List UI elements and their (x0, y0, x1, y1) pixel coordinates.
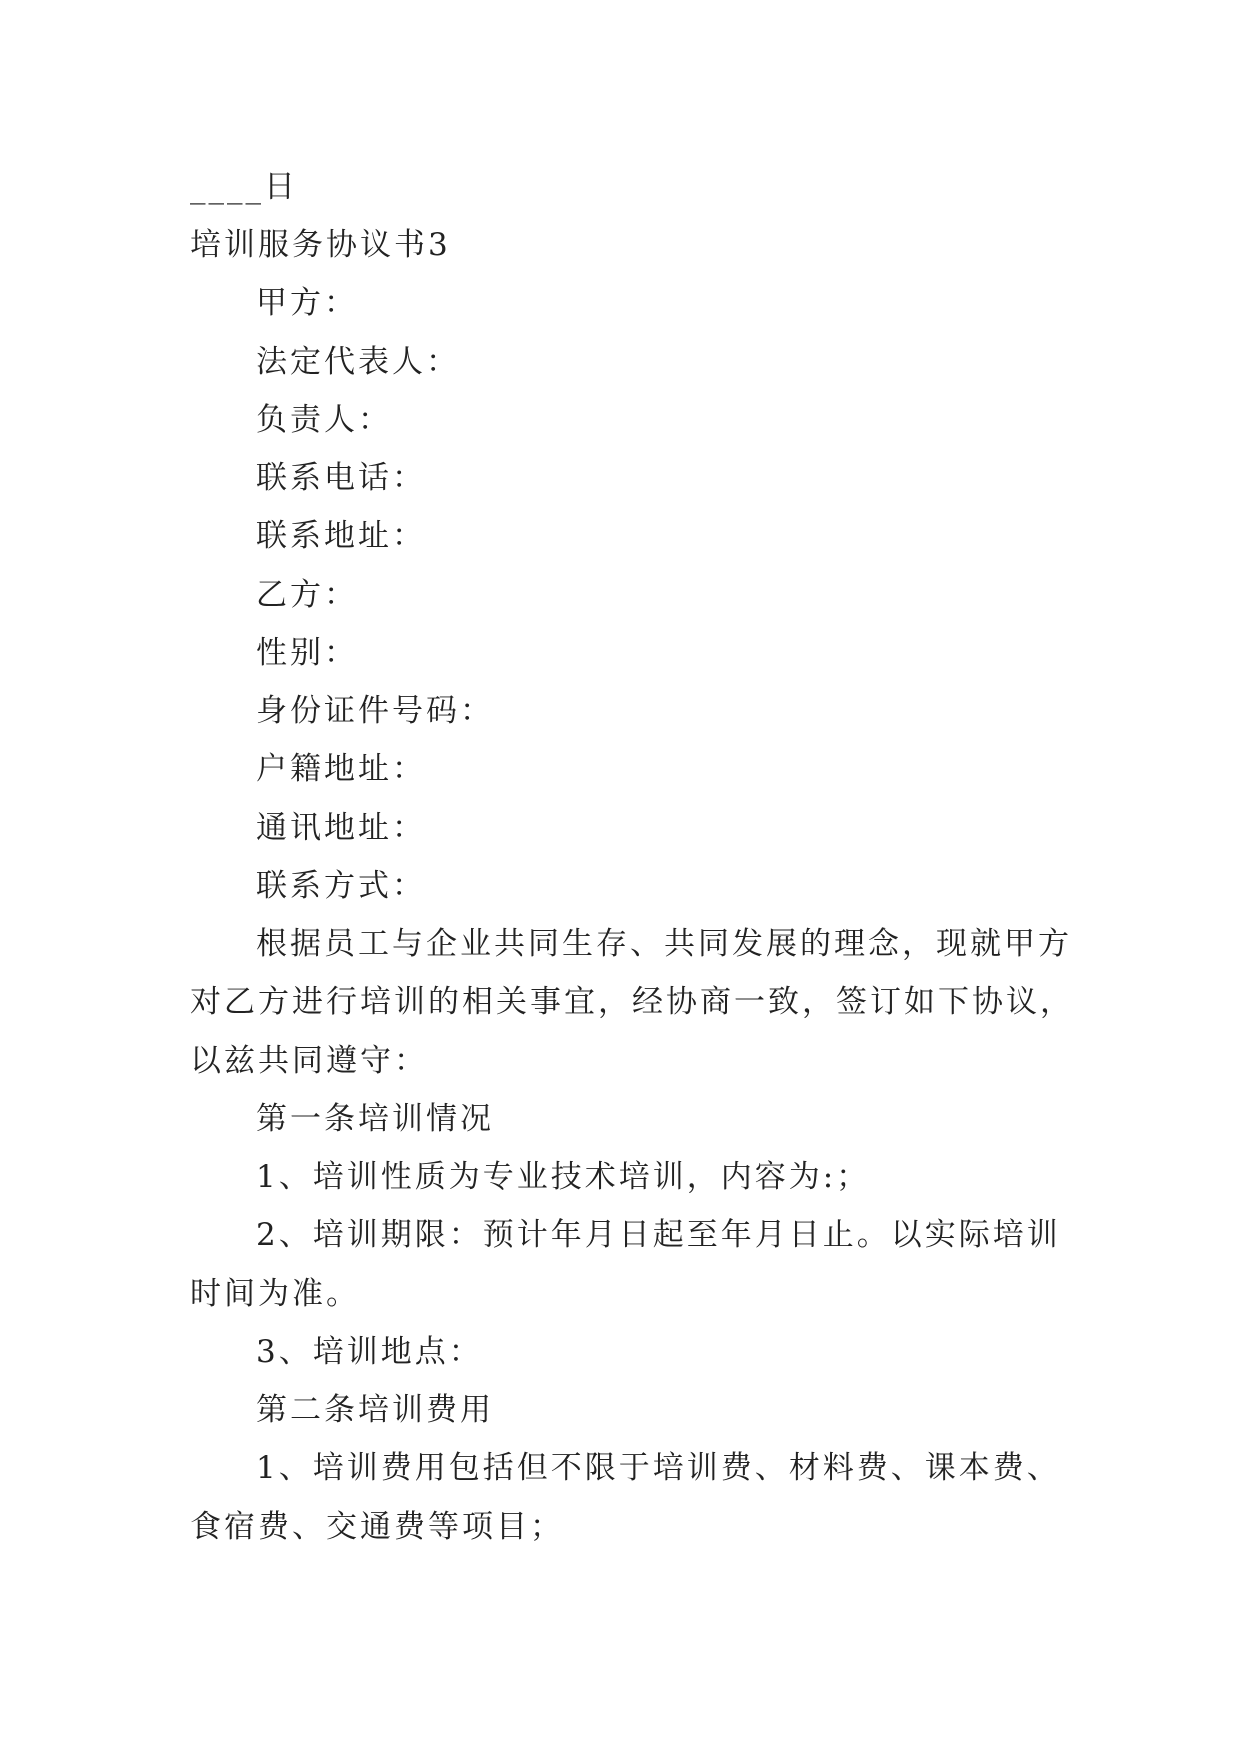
article-1-item-2: 2、培训期限：预计年月日起至年月日止。以实际培训 (256, 1217, 1061, 1253)
article-1-item-2-continued: 时间为准。 (190, 1276, 360, 1312)
contact-field: 联系方式： (256, 868, 426, 904)
article-2-heading: 第二条培训费用 (256, 1392, 494, 1428)
article-2-item-1-continued: 食宿费、交通费等项目； (190, 1509, 564, 1545)
article-1-item-1: 1、培训性质为专业技术培训，内容为:； (256, 1159, 871, 1195)
gender-field: 性别： (256, 635, 358, 671)
legal-rep-field: 法定代表人： (256, 344, 460, 380)
id-number-field: 身份证件号码： (256, 693, 494, 729)
article-2-item-1: 1、培训费用包括但不限于培训费、材料费、课本费、 (256, 1450, 1061, 1486)
intro-paragraph-line: 根据员工与企业共同生存、共同发展的理念，现就甲方 (256, 926, 1072, 962)
article-1-item-3: 3、培训地点： (256, 1334, 483, 1370)
intro-paragraph-line: 对乙方进行培训的相关事宜，经协商一致，签订如下协议， (190, 984, 1074, 1020)
party-b-label: 乙方： (256, 577, 358, 613)
date-tail: ____日 (190, 169, 298, 205)
document-title: 培训服务协议书3 (190, 227, 451, 263)
article-1-heading: 第一条培训情况 (256, 1101, 494, 1137)
person-in-charge-field: 负责人： (256, 402, 392, 438)
party-a-label: 甲方： (256, 285, 358, 321)
household-address-field: 户籍地址： (256, 751, 426, 787)
intro-paragraph-line: 以兹共同遵守： (190, 1043, 428, 1079)
party-a-phone-field: 联系电话： (256, 460, 426, 496)
party-a-address-field: 联系地址： (256, 518, 426, 554)
mailing-address-field: 通讯地址： (256, 810, 426, 846)
